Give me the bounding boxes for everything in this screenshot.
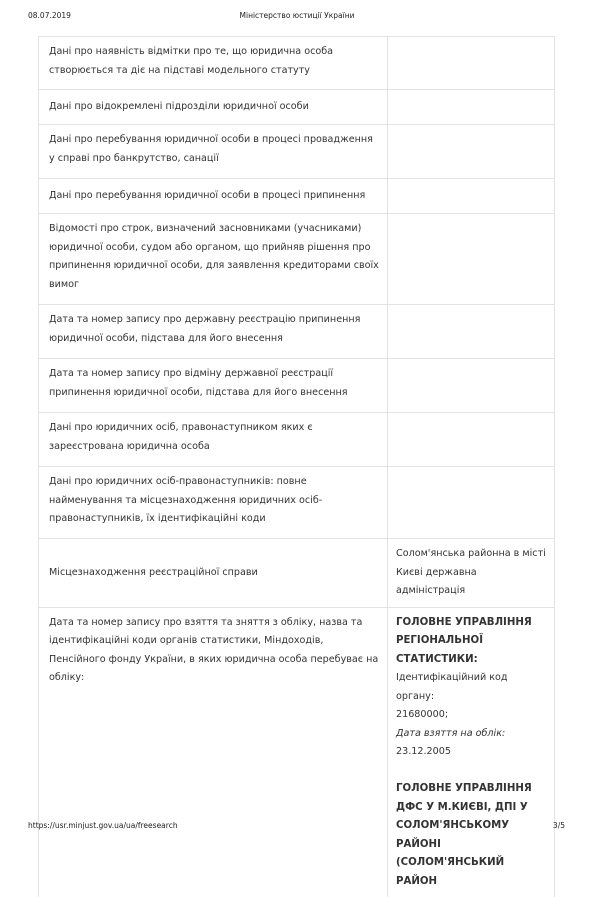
row-label: Дані про наявність відмітки про те, що юридична особа створюється та діє на підставі модельного статуту <box>39 37 388 90</box>
print-date: 08.07.2019 <box>28 11 71 20</box>
table-row <box>39 359 555 413</box>
row-value <box>388 467 555 539</box>
row-value: Солом'янська районна в місті Києві державна адміністрація <box>388 539 555 608</box>
row-value <box>388 90 555 125</box>
row-label: Дані про відокремлені підрозділи юридичної особи <box>39 90 388 125</box>
row-label: Дані про перебування юридичної особи в процесі провадження у справі про банкрутство, санації <box>39 125 388 179</box>
row-value <box>388 607 555 897</box>
table-row <box>39 607 555 897</box>
row-label: Дані про юридичних осіб-правонаступників: повне найменування та місцезнаходження юридичних осіб-правонаступників, їх ідентифікаційні коди <box>39 467 388 539</box>
table-row <box>39 539 555 608</box>
org-code-label: Ідентифікаційний код органу: <box>396 672 508 702</box>
org-name: ГОЛОВНЕ УПРАВЛІННЯ РЕГІОНАЛЬНОЇ СТАТИСТИКИ: <box>396 616 532 665</box>
registry-table <box>38 36 555 897</box>
table-row <box>39 467 555 539</box>
row-label: Місцезнаходження реєстраційної справи <box>39 539 388 608</box>
page-number: 3/5 <box>552 821 565 830</box>
org-code: 21680000; <box>396 709 449 720</box>
row-label: Дата та номер запису про відміну державної реєстрації припинення юридичної особи, підстава для його внесення <box>39 359 388 413</box>
table-row <box>39 305 555 359</box>
row-value <box>388 305 555 359</box>
row-value <box>388 179 555 214</box>
row-value <box>388 359 555 413</box>
page-url: https://usr.minjust.gov.ua/ua/freesearch <box>28 821 178 830</box>
org-date: 23.12.2005 <box>396 746 451 757</box>
org-name: ГОЛОВНЕ УПРАВЛІННЯ ДФС У М.КИЄВІ, ДПІ У СОЛОМ'ЯНСЬКОМУ РАЙОНІ (СОЛОМ'ЯНСЬКИЙ РАЙОН <box>396 783 532 887</box>
row-label: Дані про перебування юридичної особи в процесі припинення <box>39 179 388 214</box>
row-label: Дані про юридичних осіб, правонаступником яких є зареєстрована юридична особа <box>39 413 388 467</box>
org-date-label: Дата взяття на облік: <box>396 727 506 739</box>
table-row <box>39 90 555 125</box>
table-row <box>39 125 555 179</box>
table-row <box>39 413 555 467</box>
row-value <box>388 214 555 305</box>
row-label: Дата та номер запису про взяття та зняття з обліку, назва та ідентифікаційні коди органів статистики, Міндоходів, Пенсійного фонду України, в яких юридична особа перебуває на обліку: <box>39 607 388 897</box>
table-row <box>39 214 555 305</box>
table-row <box>39 37 555 90</box>
row-value <box>388 125 555 179</box>
row-value <box>388 413 555 467</box>
table-row <box>39 179 555 214</box>
row-label: Дата та номер запису про державну реєстрацію припинення юридичної особи, підстава для його внесення <box>39 305 388 359</box>
row-label: Відомості про строк, визначений засновниками (учасниками) юридичної особи, судом або органом, що прийняв рішення про припинення юридичної особи, для заявлення кредиторами своїх вимог <box>39 214 388 305</box>
page-header-title: Міністерство юстиції України <box>239 11 355 20</box>
row-value <box>388 37 555 90</box>
